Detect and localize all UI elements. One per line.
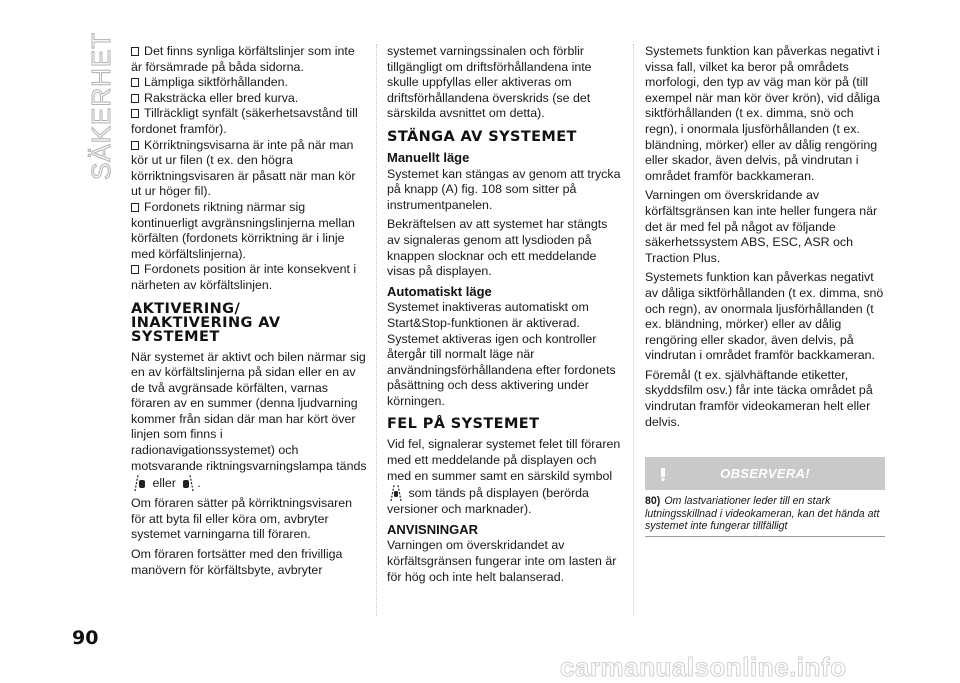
section-heading: AKTIVERING/ INAKTIVERING AV SYSTEMET xyxy=(131,300,281,345)
note-body xyxy=(645,495,885,537)
list-item xyxy=(131,200,367,262)
lane-departure-right-icon xyxy=(181,474,195,492)
paragraph: Om föraren sätter på körriktningsvisaren för att byta fil eller köra om, avbryter systemet varningarna till föraren. xyxy=(131,496,353,542)
list-item xyxy=(131,106,367,137)
note-title: OBSERVERA! xyxy=(720,465,810,481)
subheading: ANVISNINGAR xyxy=(387,521,479,537)
section-heading: FEL PÅ SYSTEMET xyxy=(387,416,540,433)
checkbox-bullet-icon xyxy=(131,141,139,150)
checkbox-bullet-icon xyxy=(131,94,139,103)
watermark: carmanualsonline.info xyxy=(560,652,847,682)
warning-hand-icon xyxy=(655,466,671,482)
paragraph: systemet varningssinalen och förblir tillgängligt om driftsförhållandena inte skulle uppfyllas eller aktiveras om driftsförhållandena överskrids (se det särskilda avsnittet om detta). xyxy=(387,44,592,121)
column-3 xyxy=(645,44,885,537)
paragraph: Varningen om överskridande av körfältsgränsen kan inte heller fungera när det är med fel på något av följande säkerhetssystem ABS, ESC, ASR och Traction Plus. xyxy=(645,188,878,265)
list-item xyxy=(131,262,367,293)
subheading: Automatiskt läge xyxy=(387,283,492,299)
lane-system-fault-icon xyxy=(389,484,403,502)
paragraph: Om föraren fortsätter med den frivilliga manövern för körfältsbyte, avbryter xyxy=(131,547,343,577)
list-item-text: Tillräckligt synfält (säkerhetsavstånd till fordonet framför). xyxy=(131,106,358,136)
list-item-text: Fordonets riktning närmar sig kontinuerligt avgränsningslinjerna mellan körfälten (fordonets körriktning är i linje med körfältslinjerna). xyxy=(131,199,355,261)
column-1 xyxy=(131,44,367,582)
note-header xyxy=(645,457,885,490)
list-item xyxy=(131,44,367,75)
section-heading: STÄNGA AV SYSTEMET xyxy=(387,128,577,145)
paragraph: Systemets funktion kan påverkas negativt i vissa fall, vilket ka beror på områdets morfologi, den typ av väg man kör på (till exempel när man kör över krön), vid dåliga siktförhållanden (t ex. dimma, snö och regn), i onormala ljusförhållanden (t ex. bländning, mörker) eller av dålig rengöring eller skador, även delvis, på vindrutan i området framför backkameran. xyxy=(645,44,880,183)
page-number: 90 xyxy=(72,627,99,649)
list-item-text: Det finns synliga körfältslinjer som inte är försämrade på båda sidorna. xyxy=(131,44,355,74)
paragraph xyxy=(131,350,367,493)
paragraph-text: . xyxy=(197,476,201,491)
paragraph-text: eller xyxy=(152,476,176,491)
paragraph: Systemet kan stängas av genom att trycka på knapp (A) fig. 108 som sitter på instrumentpanelen. xyxy=(387,166,621,212)
lane-departure-left-icon xyxy=(133,474,147,492)
list-item-text: Körriktningsvisarna är inte på när man kör ut ur filen (t ex. den högra körriktningsvisaren är påsatt när man kör ut ur höger fil). xyxy=(131,137,356,199)
paragraph: Systemet inaktiveras automatiskt om Start&Stop-funktionen är aktiverad. Systemet aktiveras igen och kontroller återgår till normalt läge när användningsförhållandena efter fordonets påsättning och dess aktivering under körningen. xyxy=(387,300,616,408)
paragraph: Föremål (t ex. självhäftande etiketter, skyddsfilm osv.) får inte täcka området på vindrutan framför videokameran helt eller delvis. xyxy=(645,367,873,429)
paragraph: Systemets funktion kan påverkas negativt av dåliga siktförhållanden (t ex. dimma, snö och regn), av onormala ljusförhållanden (t ex. bländning, mörker) eller av dålig rengöring eller skador, även delvis, på vindrutan i området framför backkameran. xyxy=(645,270,884,363)
list-item-text: Raksträcka eller bred kurva. xyxy=(144,90,299,105)
column-divider xyxy=(376,44,377,616)
list-item xyxy=(131,138,367,200)
column-2 xyxy=(387,44,623,589)
subheading: Manuellt läge xyxy=(387,149,470,165)
checkbox-bullet-icon xyxy=(131,78,139,87)
list-item-text: Fordonets position är inte konsekvent i närheten av körfältslinjen. xyxy=(131,262,357,292)
list-item xyxy=(131,75,367,91)
checkbox-bullet-icon xyxy=(131,203,139,212)
paragraph: Bekräftelsen av att systemet har stängts av signaleras genom att lysdioden på knappen slocknar och ett meddelande visas på displayen. xyxy=(387,217,608,279)
paragraph xyxy=(387,437,623,517)
paragraph-text: Vid fel, signalerar systemet felet till föraren med ett meddelande på displayen och med en summer samt en särskild symbol xyxy=(387,437,621,483)
checkbox-bullet-icon xyxy=(131,109,139,118)
list-item xyxy=(131,91,367,107)
paragraph-text: När systemet är aktivt och bilen närmar sig en av körfältslinjerna på sidan eller en av de två avgränsade körfälten, varnas föraren av en summer (denna ljudvarning kommer från sidan där man har kört över linjen som finns i radionavigationssystemet) och motsvarande riktningsvarningslampa tänds xyxy=(131,349,367,473)
note-number: 80) xyxy=(645,495,661,508)
column-divider xyxy=(633,44,634,616)
paragraph: Varningen om överskridandet av körfältsgränsen fungerar inte om lasten är för hög och inte helt balanserad. xyxy=(387,538,617,584)
checkbox-bullet-icon xyxy=(131,265,139,274)
checkbox-bullet-icon xyxy=(131,47,139,56)
list-item-text: Lämpliga siktförhållanden. xyxy=(144,75,288,90)
note-text: Om lastvariationer leder till en stark lutningsskillnad i videokameran, kan det hända att systemet inte fungerar tillfälligt xyxy=(645,495,880,533)
section-tab: SÄKERHET xyxy=(86,31,116,180)
paragraph-text: som tänds på displayen (berörda versioner och marknader). xyxy=(387,486,589,517)
